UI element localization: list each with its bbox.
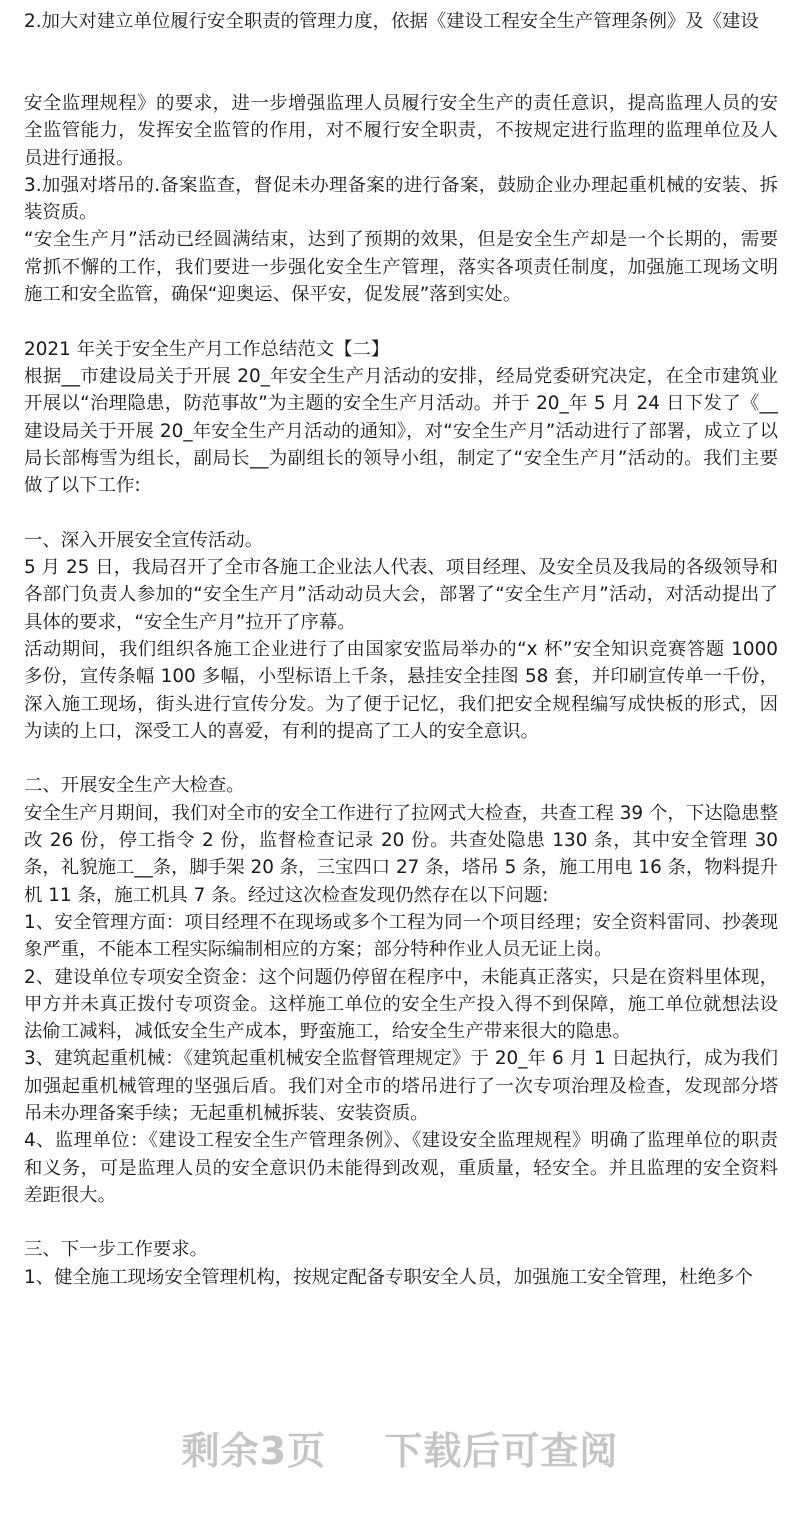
paragraph: 安全监理规程》的要求，进一步增强监理人员履行安全生产的责任意识，提高监理人员的安全监管能力，发挥安全监管的作用，对不履行安全职责，不按规定进行监理的监理单位及人员进行通报。 bbox=[24, 93, 778, 169]
paragraph: 活动期间，我们组织各施工企业进行了由国家安监局举办的“x 杯”安全知识竞赛答题 1000 多份，宣传条幅 100 多幅，小型标语上千条，悬挂安全挂图 58 套，并印刷宣传单一千份，深入施工现场，街头进行宣传分发。为了便于记忆，我们把安全规程编写成快板的形式，因为读的上口，深受工人的喜爱，有利的提高了工人的安全意识。 bbox=[24, 638, 778, 742]
remaining-pages-label: 剩余3页 bbox=[181, 1429, 327, 1473]
document-text-body bbox=[24, 90, 778, 1291]
paragraph: 根据__市建设局关于开展 20_年安全生产月活动的安排，经局党委研究决定，在全市建筑业开展以“治理隐患，防范事故”为主题的安全生产月活动。并于 20_年 5 月 24 日下发了《__建设局关于开展 20_年安全生产月活动的通知》，对“安全生产月”活动进行了部署，成立了以局长部梅雪为组长，副局长__为副组长的领导小组，制定了“安全生产月”活动的。我们主要做了以下工作: bbox=[24, 365, 778, 497]
paragraph: 1、安全管理方面：项目经理不在现场或多个工程为同一个项目经理；安全资料雷同、抄袭现象严重，不能本工程实际编制相应的方案；部分特种作业人员无证上岗。 bbox=[24, 911, 778, 961]
document-text-top bbox=[24, 8, 778, 35]
paragraph: 三、下一步工作要求。 bbox=[24, 1239, 208, 1261]
paragraph: 3、建筑起重机械：《建筑起重机械安全监督管理规定》于 20_年 6 月 1 日起执行，成为我们加强起重机械管理的坚强后盾。我们对全市的塔吊进行了一次专项治理及检查，发现部分塔吊未办理备案手续；无起重机械拆装、安装资质。 bbox=[24, 1048, 778, 1124]
download-to-view-label[interactable]: 下载后可查阅 bbox=[384, 1429, 619, 1473]
paragraph: 二、开展安全生产大检查。 bbox=[24, 775, 245, 797]
paragraph: 4、监理单位：《建设工程安全生产管理条例》、《建设安全监理规程》明确了监理单位的职责和义务，可是监理人员的安全意识仍未能得到改观，重质量，轻安全。并且监理的安全资料差距很大。 bbox=[24, 1130, 778, 1206]
paragraph: 2、建设单位专项安全资金：这个问题仍停留在程序中，未能真正落实，只是在资料里体现，甲方并未真正拨付专项资金。这样施工单位的安全生产投入得不到保障，施工单位就想法设法偷工减料，减低安全生产成本，野蛮施工，给安全生产带来很大的隐患。 bbox=[24, 966, 778, 1043]
paragraph: 安全生产月期间，我们对全市的安全工作进行了拉网式大检查，共查工程 39 个，下达隐患整改 26 份，停工指令 2 份，监督检查记录 20 份。共查处隐患 130 条，其中安全管理 30 条，礼貌施工__条，脚手架 20 条，三宝四口 27 条，塔吊 5 条，施工用电 16 条，物料提升机 11 条，施工机具 7 条。经过这次检查发现仍然存在以下问题: bbox=[24, 802, 778, 906]
blank-line bbox=[24, 745, 778, 772]
paragraph: “安全生产月”活动已经圆满结束，达到了预期的效果，但是安全生产却是一个长期的，需要常抓不懈的工作，我们要进一步强化安全生产管理，落实各项责任制度，加强施工现场文明施工和安全监管，确保“迎奥运、保平安，促发展”落到实处。 bbox=[24, 229, 778, 306]
paragraph: 2.加大对建立单位履行安全职责的管理力度，依据《建设工程安全生产管理条例》及《建设 bbox=[24, 11, 759, 32]
preview-footer bbox=[0, 1420, 800, 1475]
paragraph: 一、深入开展安全宣传活动。 bbox=[24, 529, 264, 551]
blank-line bbox=[24, 308, 778, 335]
blank-line bbox=[24, 499, 778, 526]
paragraph: 2021 年关于安全生产月工作总结范文【二】 bbox=[24, 338, 390, 360]
paragraph: 3.加强对塔吊的.备案监查，督促未办理备案的进行备案，鼓励企业办理起重机械的安装、拆装资质。 bbox=[24, 174, 778, 224]
blank-line bbox=[24, 1209, 778, 1236]
paragraph: 1、健全施工现场安全管理机构，按规定配备专职安全人员，加强施工安全管理，杜绝多个 bbox=[24, 1266, 753, 1288]
paragraph: 5 月 25 日，我局召开了全市各施工企业法人代表、项目经理、及安全员及我局的各级领导和各部门负责人参加的“安全生产月”活动动员大会，部署了“安全生产月”活动，对活动提出了具体的要求，“安全生产月”拉开了序幕。 bbox=[24, 557, 778, 633]
